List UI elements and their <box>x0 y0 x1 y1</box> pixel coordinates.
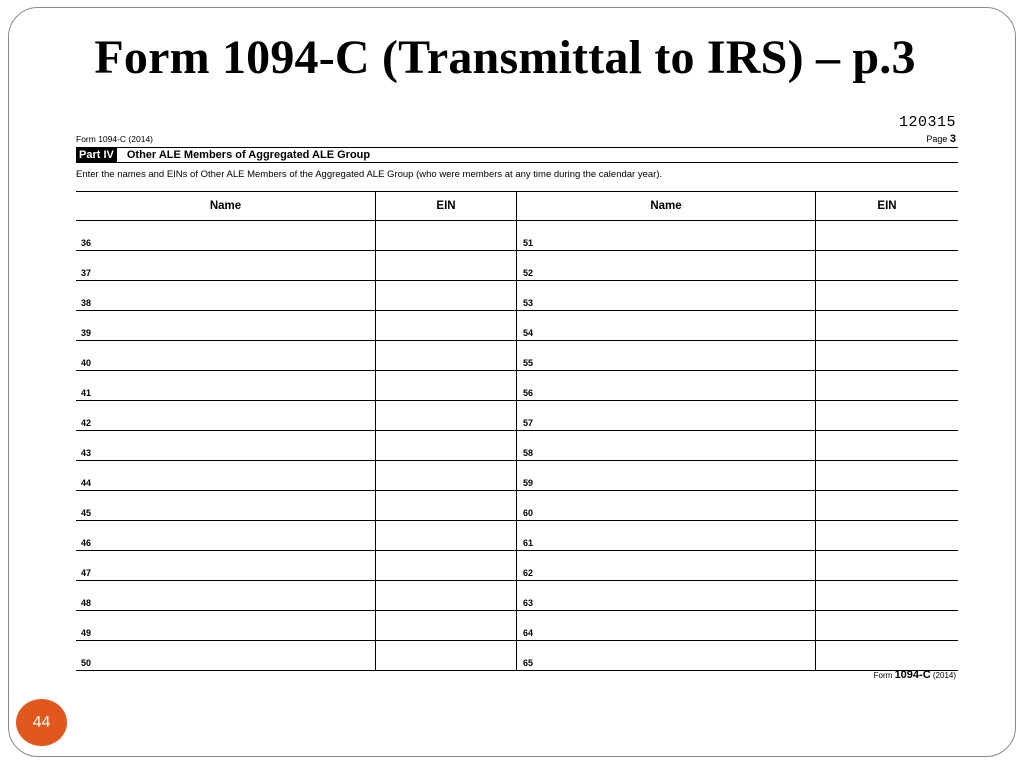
ein-field-right[interactable] <box>816 521 958 550</box>
form-id: Form 1094-C (2014) <box>76 134 154 144</box>
name-field-left[interactable]: 43 <box>76 431 376 460</box>
name-field-left[interactable]: 46 <box>76 521 376 550</box>
name-field-left[interactable]: 45 <box>76 491 376 520</box>
ein-field-left[interactable] <box>376 281 517 310</box>
name-field-left[interactable]: 41 <box>76 371 376 400</box>
name-field-right[interactable]: 58 <box>517 431 816 460</box>
table-row <box>76 611 958 641</box>
ein-field-left[interactable] <box>376 581 517 610</box>
name-field-right[interactable]: 60 <box>517 491 816 520</box>
table-row <box>76 491 958 521</box>
ein-field-left[interactable] <box>376 371 517 400</box>
name-field-right[interactable]: 62 <box>517 551 816 580</box>
ein-field-left[interactable] <box>376 311 517 340</box>
name-field-left[interactable]: 50 <box>76 641 376 670</box>
name-field-right[interactable]: 57 <box>517 401 816 430</box>
table-row <box>76 581 958 611</box>
table-row <box>76 221 958 251</box>
footer-prefix: Form <box>873 671 893 680</box>
table-row <box>76 371 958 401</box>
form-footer <box>874 669 956 681</box>
name-field-left[interactable]: 48 <box>76 581 376 610</box>
name-field-left[interactable]: 47 <box>76 551 376 580</box>
ein-field-left[interactable] <box>376 491 517 520</box>
ein-field-right[interactable] <box>816 551 958 580</box>
table-row <box>76 281 958 311</box>
name-field-right[interactable]: 65 <box>517 641 816 670</box>
form-page <box>76 112 958 686</box>
part-instruction: Enter the names and EINs of Other ALE Members of the Aggregated ALE Group (who were members at any time during the calendar year). <box>76 169 663 180</box>
name-field-right[interactable]: 64 <box>517 611 816 640</box>
ein-field-right[interactable] <box>816 611 958 640</box>
ein-field-left[interactable] <box>376 461 517 490</box>
footer-year: (2014) <box>932 671 956 680</box>
table-row <box>76 341 958 371</box>
ein-field-left[interactable] <box>376 551 517 580</box>
ein-field-left[interactable] <box>376 401 517 430</box>
name-field-left[interactable]: 36 <box>76 221 376 250</box>
table-body <box>76 221 958 671</box>
name-field-left[interactable]: 42 <box>76 401 376 430</box>
column-header-ein: EIN <box>877 200 897 212</box>
column-header-ein: EIN <box>376 192 517 220</box>
ein-field-right[interactable] <box>816 251 958 280</box>
ein-field-right[interactable] <box>816 311 958 340</box>
part-header <box>76 147 958 163</box>
table-row <box>76 311 958 341</box>
table-row <box>76 251 958 281</box>
footer-form: 1094-C <box>894 669 931 681</box>
members-table <box>76 191 958 671</box>
ein-field-right[interactable] <box>816 431 958 460</box>
ein-field-right[interactable] <box>816 281 958 310</box>
ein-field-left[interactable] <box>376 221 517 250</box>
name-field-right[interactable]: 52 <box>517 251 816 280</box>
ein-field-right[interactable] <box>816 401 958 430</box>
ein-field-left[interactable] <box>376 521 517 550</box>
ein-field-left[interactable] <box>376 251 517 280</box>
table-row <box>76 401 958 431</box>
table-row <box>76 461 958 491</box>
ein-field-right[interactable] <box>816 581 958 610</box>
name-field-left[interactable]: 37 <box>76 251 376 280</box>
slide-number-badge: 44 <box>16 699 67 746</box>
ein-field-right[interactable] <box>816 371 958 400</box>
name-field-left[interactable]: 38 <box>76 281 376 310</box>
table-row <box>76 641 958 671</box>
ein-field-right[interactable] <box>816 461 958 490</box>
name-field-right[interactable]: 56 <box>517 371 816 400</box>
name-field-left[interactable]: 44 <box>76 461 376 490</box>
name-field-right[interactable]: 51 <box>517 221 816 250</box>
ein-field-left[interactable] <box>376 341 517 370</box>
name-field-right[interactable]: 54 <box>517 311 816 340</box>
name-field-right[interactable]: 59 <box>517 461 816 490</box>
part-title: Other ALE Members of Aggregated ALE Group <box>126 149 371 161</box>
name-field-right[interactable]: 55 <box>517 341 816 370</box>
ein-field-right[interactable] <box>816 221 958 250</box>
table-row <box>76 431 958 461</box>
form-code: 120315 <box>898 114 956 131</box>
ein-field-right[interactable] <box>816 341 958 370</box>
name-field-left[interactable]: 40 <box>76 341 376 370</box>
ein-field-left[interactable] <box>376 611 517 640</box>
name-field-left[interactable]: 49 <box>76 611 376 640</box>
page-num: 3 <box>949 133 956 145</box>
ein-field-left[interactable] <box>376 641 517 670</box>
form-page-number <box>926 133 956 145</box>
name-field-left[interactable]: 39 <box>76 311 376 340</box>
page-label: Page <box>926 134 948 144</box>
part-tag: Part IV <box>76 148 117 162</box>
name-field-right[interactable]: 53 <box>517 281 816 310</box>
ein-field-right[interactable] <box>816 641 958 670</box>
ein-field-left[interactable] <box>376 431 517 460</box>
table-row <box>76 521 958 551</box>
name-field-right[interactable]: 61 <box>517 521 816 550</box>
column-header-name: Name <box>76 192 376 220</box>
table-row <box>76 551 958 581</box>
table-header <box>76 192 958 221</box>
column-header-name: Name <box>517 192 816 220</box>
slide-title: Form 1094-C (Transmittal to IRS) – p.3 <box>94 31 916 84</box>
name-field-right[interactable]: 63 <box>517 581 816 610</box>
ein-field-right[interactable] <box>816 491 958 520</box>
